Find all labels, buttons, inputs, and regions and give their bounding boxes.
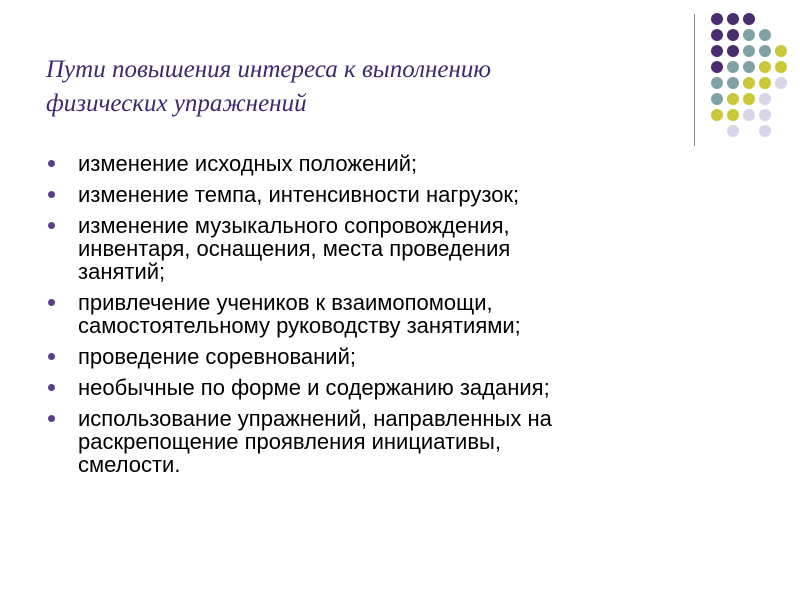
dot	[711, 61, 723, 73]
dot	[711, 45, 723, 57]
list-item	[44, 183, 744, 206]
dot	[759, 77, 771, 89]
dot	[743, 45, 755, 57]
dot	[727, 61, 739, 73]
list-item-text: раскрепощение проявления инициативы,	[78, 429, 501, 454]
list-item-text: необычные по форме и содержанию задания;	[78, 375, 550, 400]
dot	[711, 13, 723, 25]
list-item-text: проведение соревнований;	[78, 344, 356, 369]
dot	[711, 93, 723, 105]
bullet-list	[44, 152, 744, 484]
list-item	[44, 345, 744, 368]
list-item-text: инвентаря, оснащения, места проведения	[78, 236, 511, 261]
dot	[759, 125, 771, 137]
bullet-dot-icon	[48, 384, 55, 391]
dot	[727, 13, 739, 25]
dot	[759, 61, 771, 73]
list-item-text: самостоятельному руководству занятиями;	[78, 313, 521, 338]
dot	[775, 45, 787, 57]
list-item-text: занятий;	[78, 259, 166, 284]
dot	[727, 93, 739, 105]
decorative-dot-grid	[0, 0, 800, 150]
list-item-text: смелости.	[78, 452, 181, 477]
dot	[759, 29, 771, 41]
bullet-dot-icon	[48, 222, 55, 229]
list-item	[44, 152, 744, 175]
list-item-text: использование упражнений, направленных на	[78, 406, 552, 431]
list-item	[44, 407, 744, 476]
dot	[743, 13, 755, 25]
dot	[743, 29, 755, 41]
dot	[759, 93, 771, 105]
bullet-dot-icon	[48, 191, 55, 198]
dot	[759, 45, 771, 57]
bullet-dot-icon	[48, 415, 55, 422]
dot	[743, 77, 755, 89]
dot	[743, 93, 755, 105]
dot	[711, 109, 723, 121]
title-line-1: Пути повышения интереса к выполнению	[46, 56, 492, 83]
dot	[727, 45, 739, 57]
list-item-text: изменение исходных положений;	[78, 151, 418, 176]
dot	[759, 109, 771, 121]
bullet-dot-icon	[48, 299, 55, 306]
dot	[727, 125, 739, 137]
bullet-dot-icon	[48, 353, 55, 360]
dot	[743, 61, 755, 73]
dot	[711, 29, 723, 41]
list-item-text: изменение темпа, интенсивности нагрузок;	[78, 182, 520, 207]
bullet-dot-icon	[48, 160, 55, 167]
dot	[775, 77, 787, 89]
list-item	[44, 376, 744, 399]
list-item	[44, 214, 744, 283]
dot	[727, 29, 739, 41]
title-line-2: физических упражнений	[46, 90, 307, 117]
list-item	[44, 291, 744, 337]
dot	[727, 109, 739, 121]
list-item-text: изменение музыкального сопровождения,	[78, 213, 510, 238]
dot	[775, 61, 787, 73]
dot	[727, 77, 739, 89]
dot	[711, 77, 723, 89]
dot	[743, 109, 755, 121]
list-item-text: привлечение учеников к взаимопомощи,	[78, 290, 493, 315]
